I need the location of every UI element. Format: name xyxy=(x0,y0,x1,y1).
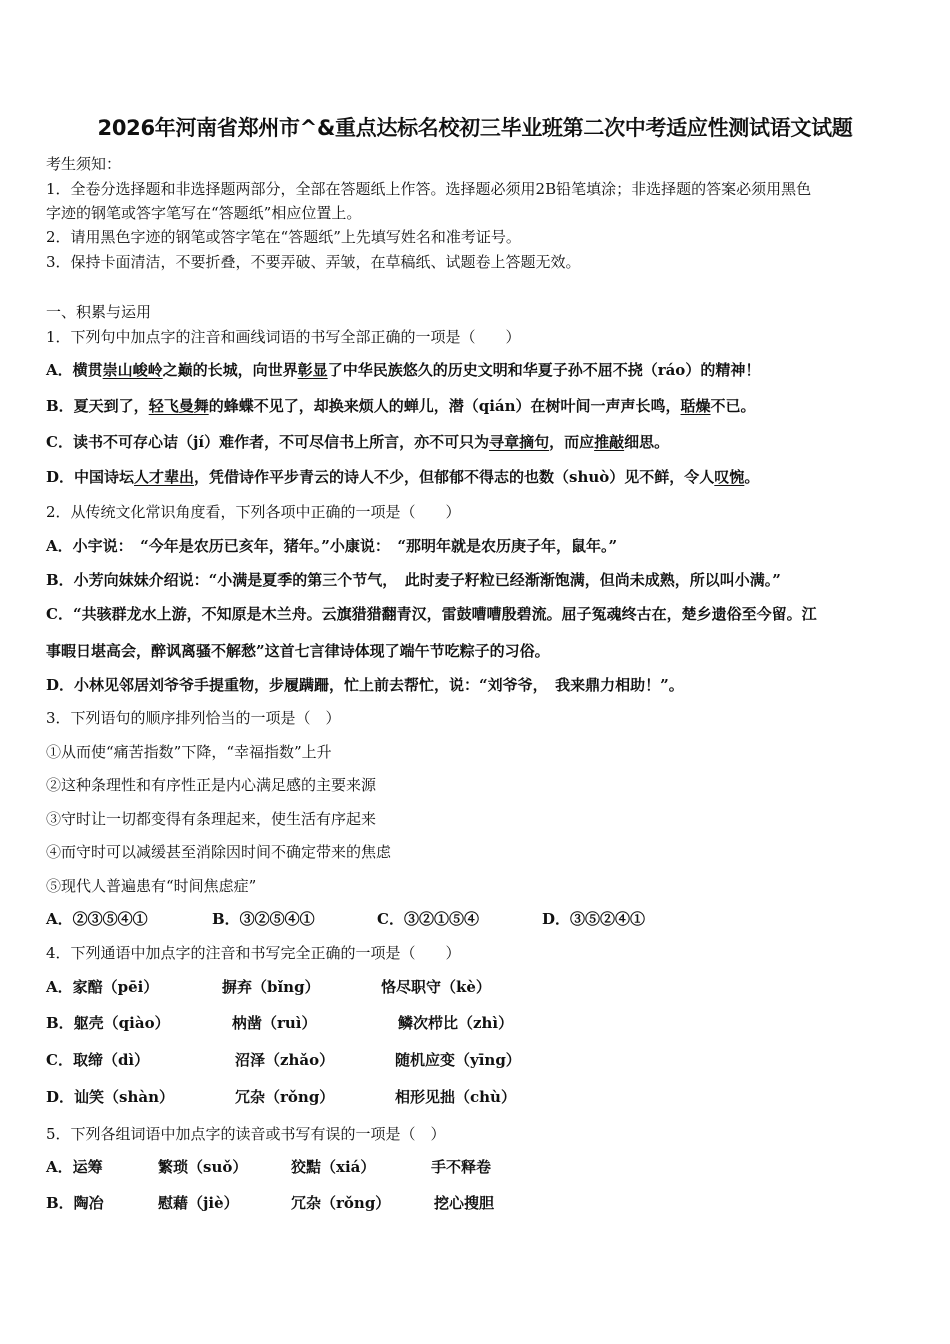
question-2-option-c: C．“共骇群龙水上游，不知原是木兰舟。云旗猎猎翻青汉，雷鼓嘈嘈殷碧流。屈子冤魂终古在，楚乡遗俗至今留。江 xyxy=(46,605,817,623)
question-4-b-item-3: 鳞次栉比（zhì） xyxy=(398,1014,514,1032)
question-5-a-item-1: A．运筹 xyxy=(46,1158,103,1176)
question-3-option-d: D．③⑤②④① xyxy=(542,910,646,928)
question-3-option-c: C．③②①⑤④ xyxy=(377,910,479,928)
question-3-sentence-3: ③守时让一切都变得有条理起来，使生活有序起来 xyxy=(46,810,377,828)
question-1-option-d: D．中国诗坛人才辈出，凭借诗作平步青云的诗人不少，但郁郁不得志的也数（shuò）见不鲜，令人叹惋。 xyxy=(46,468,760,486)
notice-item-3: 3．保持卡面清洁，不要折叠，不要弄破、弄皱，在草稿纸、试题卷上答题无效。 xyxy=(46,253,581,271)
question-4-b-item-2: 枘凿（ruì） xyxy=(232,1014,317,1032)
question-4-a-item-1: A．家醅（pēi） xyxy=(46,978,159,996)
question-5-a-item-4: 手不释卷 xyxy=(431,1158,492,1176)
question-5-b-item-1: B．陶冶 xyxy=(46,1194,104,1212)
question-2-option-a: A．小宇说： “今年是农历已亥年，猪年。”小康说： “那明年就是农历庚子年，鼠年。” xyxy=(46,537,618,555)
question-3-sentence-1: ①从而使“痛苦指数”下降，“幸福指数”上升 xyxy=(46,743,332,761)
question-4-d-item-2: 冗杂（rǒng） xyxy=(235,1088,335,1106)
question-3-sentence-5: ⑤现代人普遍患有“时间焦虑症” xyxy=(46,877,257,895)
section-heading: 一、积累与运用 xyxy=(46,303,152,321)
question-4-c-item-1: C．取缔（dì） xyxy=(46,1051,150,1069)
question-4-stem: 4．下列通语中加点字的注音和书写完全正确的一项是（ ） xyxy=(46,944,461,962)
question-5-b-item-4: 挖心搜胆 xyxy=(434,1194,495,1212)
question-1-option-b: B．夏天到了，轻飞曼舞的蜂蝶不见了，却换来烦人的蝉儿，潜（qián）在树叶间一声声长鸣，聒燥不已。 xyxy=(46,397,756,415)
question-4-c-item-2: 沼泽（zhǎo） xyxy=(235,1051,335,1069)
question-4-c-item-3: 随机应变（yīng） xyxy=(395,1051,521,1069)
question-5-a-item-2: 繁琐（suǒ） xyxy=(158,1158,248,1176)
question-1-option-c: C．读书不可存心诘（jí）难作者，不可尽信书上所言，亦不可只为寻章摘句，而应推敲细思。 xyxy=(46,433,670,451)
notice-item-1: 1．全卷分选择题和非选择题两部分，全部在答题纸上作答。选择题必须用2B铅笔填涂；非选择题的答案必须用黑色 xyxy=(46,180,812,198)
question-2-option-b: B．小芳向妹妹介绍说：“小满是夏季的第三个节气， 此时麦子籽粒已经渐渐饱满，但尚未成熟，所以叫小满。” xyxy=(46,571,781,589)
question-5-b-item-2: 慰藉（jiè） xyxy=(158,1194,239,1212)
notice-item-1-cont: 字迹的钢笔或答字笔写在“答题纸”相应位置上。 xyxy=(46,204,362,222)
question-5-a-item-3: 狡黠（xiá） xyxy=(291,1158,376,1176)
question-5-stem: 5．下列各组词语中加点字的读音或书写有误的一项是（ ） xyxy=(46,1125,446,1143)
question-3-option-b: B．③②⑤④① xyxy=(212,910,315,928)
question-3-sentence-2: ②这种条理性和有序性正是内心满足感的主要来源 xyxy=(46,776,377,794)
question-2-option-c-cont: 事暇日堪高会，醉讽离骚不解愁”这首七言律诗体现了端午节吃粽子的习俗。 xyxy=(46,642,550,660)
question-4-b-item-1: B．躯壳（qiào） xyxy=(46,1014,170,1032)
question-4-a-item-3: 恪尽职守（kè） xyxy=(381,978,491,996)
question-2-stem: 2．从传统文化常识角度看，下列各项中正确的一项是（ ） xyxy=(46,503,461,521)
exam-title: 2026年河南省郑州市^&重点达标名校初三毕业班第二次中考适应性测试语文试题 xyxy=(97,116,853,140)
question-2-option-d: D．小林见邻居刘爷爷手提重物，步履蹒跚，忙上前去帮忙，说：“刘爷爷， 我来鼎力相助！”。 xyxy=(46,676,684,694)
question-3-stem: 3．下列语句的顺序排列恰当的一项是（ ） xyxy=(46,709,341,727)
question-4-d-item-3: 相形见拙（chù） xyxy=(395,1088,516,1106)
notice-heading: 考生须知： xyxy=(46,155,122,173)
question-3-option-a: A．②③⑤④① xyxy=(46,910,148,928)
question-1-stem: 1．下列句中加点字的注音和画线词语的书写全部正确的一项是（ ） xyxy=(46,328,521,346)
question-4-d-item-1: D．讪笑（shàn） xyxy=(46,1088,174,1106)
question-3-sentence-4: ④而守时可以减缓甚至消除因时间不确定带来的焦虑 xyxy=(46,843,392,861)
question-1-option-a: A．横贯崇山峻岭之巅的长城，向世界彰显了中华民族悠久的历史文明和华夏子孙不屈不挠（ráo）的精神！ xyxy=(46,361,761,379)
question-5-b-item-3: 冗杂（rǒng） xyxy=(291,1194,391,1212)
notice-item-2: 2．请用黑色字迹的钢笔或答字笔在“答题纸”上先填写姓名和准考证号。 xyxy=(46,228,521,246)
question-4-a-item-2: 摒弃（bǐng） xyxy=(222,978,320,996)
